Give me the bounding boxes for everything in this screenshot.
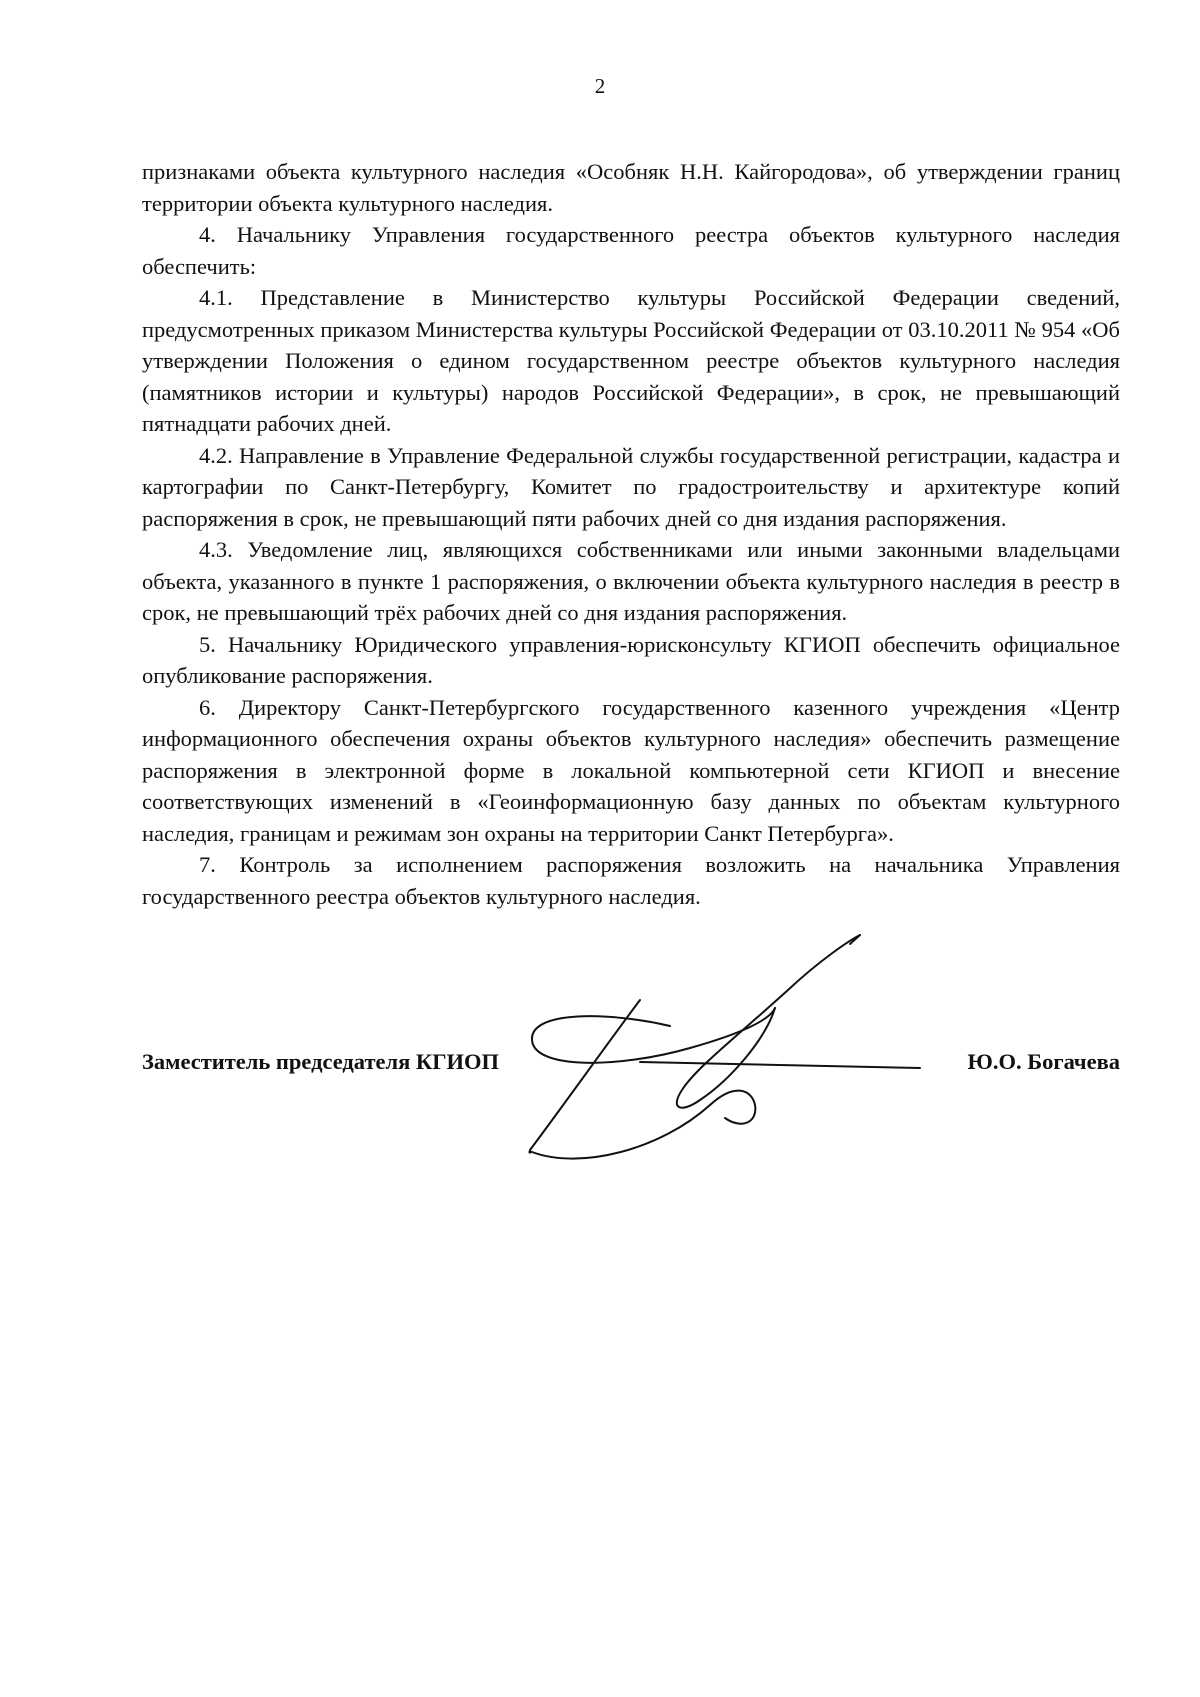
handwritten-signature [520, 930, 940, 1190]
paragraph-item-6: 6. Директору Санкт-Петербургского государственного казенного учреждения «Центр информационного обеспечения охраны объектов культурного наследия» обеспечить размещение распоряжения в электронной форме в локальной компьютерной сети КГИОП и внесение соответствующих изменений в «Геоинформационную базу данных по объектам культурного наследия, границам и режимам зон охраны на территории Санкт Петербурга». [142, 694, 1120, 846]
paragraph-item-5: 5. Начальнику Юридического управления-юрисконсульту КГИОП обеспечить официальное опубликование распоряжения. [142, 631, 1120, 688]
paragraph-item-4-3: 4.3. Уведомление лиц, являющихся собственниками или иными законными владельцами объекта, указанного в пункте 1 распоряжения, о включении объекта культурного наследия в реестр в срок, не превышающий трёх рабочих дней со дня издания распоряжения. [142, 537, 1120, 625]
paragraph-item-4-2: 4.2. Направление в Управление Федеральной службы государственной регистрации, кадастра и картографии по Санкт-Петербургу, Комитет по градостроительству и архитектуре копий распоряжения в срок, не превышающий пяти рабочих дней со дня издания распоряжения. [142, 442, 1120, 531]
paragraph-item-7: 7. Контроль за исполнением распоряжения возложить на начальника Управления государственного реестра объектов культурного наследия. [142, 852, 1120, 909]
paragraph-item-4-1: 4.1. Представление в Министерство культуры Российской Федерации сведений, предусмотренных приказом Министерства культуры Российской Федерации от 03.10.2011 № 954 «Об утверждении Положения о едином государственном реестре объектов культурного наследия (памятников истории и культуры) народов Российской Федерации», в срок, не превышающий пятнадцати рабочих дней. [142, 285, 1120, 436]
paragraph-item-4: 4. Начальнику Управления государственного реестра объектов культурного наследия обеспечить: [142, 222, 1120, 279]
document-body [142, 156, 1120, 912]
signatory-name: Ю.О. Богачева [967, 1049, 1120, 1074]
paragraph-continuation: признаками объекта культурного наследия «Особняк Н.Н. Кайгородова», об утверждении границ территории объекта культурного наследия. [142, 159, 1120, 216]
page-number: 2 [594, 74, 606, 98]
signatory-title: Заместитель председателя КГИОП [142, 1049, 500, 1074]
